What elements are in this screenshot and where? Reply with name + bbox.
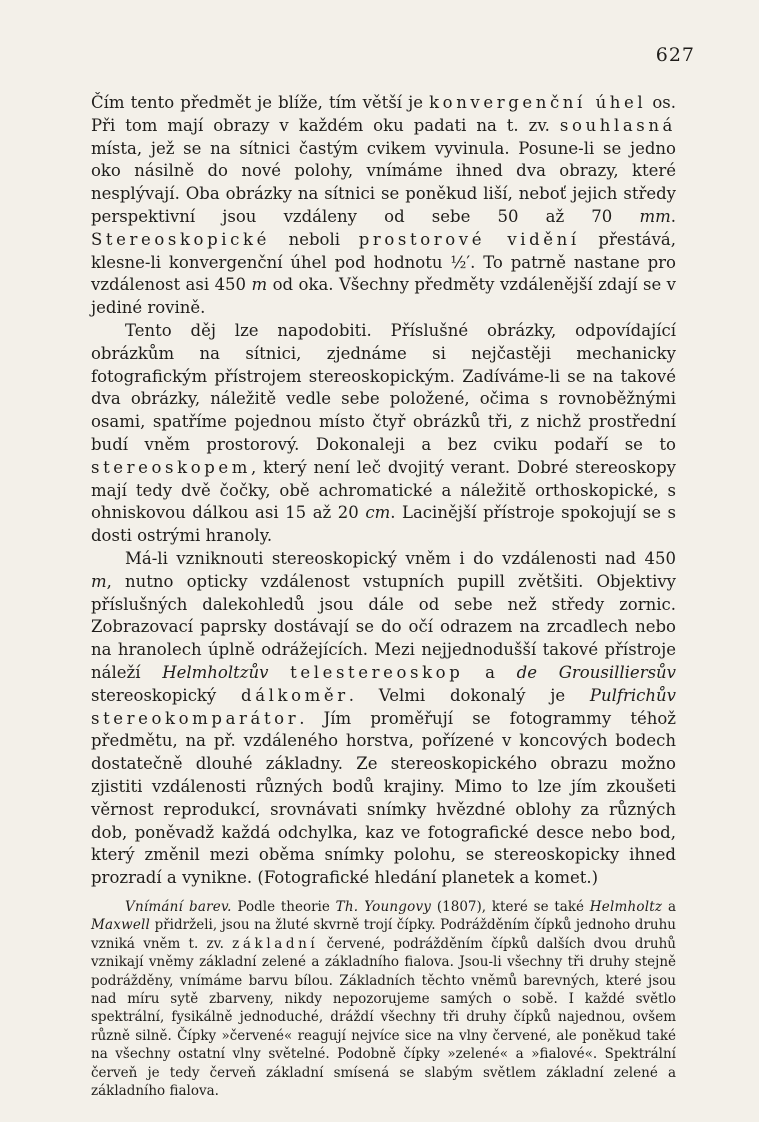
unit-mm: mm xyxy=(639,206,671,226)
paragraph-binocular-vision: Čím tento předmět je blíže, tím větší je konvergenční úhel os. Při tom mají obrazy v každém oku padati na t. zv. souhlasná místa, jež se na sítnici častým cvikem vyvinula. Posune-li se jedno oko násilně do nové polohy, vnímáme ihned dva obrazy, které nesplývají. Oba obrázky na sítnici se poněkud liší, neboť jejich středy perspektivní jsou vzdáleny od sebe 50 až 70 mm. Stereoskopické neboli prostorové vidění přestává, klesne-li konvergenční úhel pod hodnotu ½′. To patrně nastane pro vzdálenost asi 450 m od oka. Všechny předměty vzdálenější zdají se v jediné rovině. xyxy=(91,93,676,318)
term-corresponding: souhlasná xyxy=(559,115,676,135)
paragraph-stereoscope: Tento děj lze napodobiti. Příslušné obrázky, odpovídající obrázkům na sítnici, zjednáme si nejčastěji mechanicky fotografickým přístrojem stereoskopickým. Zadíváme-li se na takové dva obrázky, náležitě vedle sebe položené, očima s rovnoběžnými osami, spatříme pojednou místo čtyř obrázků tři, z nichž prostřední budí vněm prostorový. Dokonaleji a bez cviku podaří se to stereoskopem, který není leč dvojitý verant. Dobré stereoskopy mají tedy dvě čočky, obě achromatické a náležitě orthoskopické, s ohniskovou dálkou asi 15 až 20 cm. Lacinější přístroje spokojují se s dosti ostrými hranoly. xyxy=(91,320,676,546)
name-maxwell: Maxwell xyxy=(91,917,151,934)
term-stereoscopic: Stereoskopické xyxy=(91,229,270,249)
term-spatial-vision: prostorové vidění xyxy=(358,229,580,249)
term-stereocomparator: stereokomparátor xyxy=(91,708,300,728)
unit-m: m xyxy=(91,571,107,591)
unit-m: m xyxy=(251,275,268,295)
page-number: 627 xyxy=(655,44,695,66)
section-heading: Vnímání barev. xyxy=(125,898,232,915)
name-helmholtz-2: Helmholtz xyxy=(589,898,663,915)
term-basic: základní xyxy=(232,935,319,952)
term-rangefinder: dálkoměr xyxy=(241,685,349,705)
term-telestereoscope: telestereoskop xyxy=(290,662,464,682)
name-helmholtz: Helmholtzův xyxy=(162,662,269,682)
unit-cm: cm xyxy=(365,503,391,523)
term-stereoscope: stereoskopem xyxy=(91,457,252,477)
name-young: Th. Youngovy xyxy=(335,898,432,915)
text-column xyxy=(91,92,676,1100)
paragraph-color-perception: Vnímání barev. Podle theorie Th. Youngovy (1807), které se také Helmholtz a Maxwell přidrželi, jsou na žluté skvrně trojí čípky. Podrážděním čípků jednoho druhu vzniká vněm t. zv. základní červené, podrážděním čípků dalších dvou druhů vznikají vněmy základní zelené a základního fialova. Jsou-li všechny tři druhy stejně podrážděny, vnímáme barvu bílou. Základních těchto vněmů barevných, které jsou nad míru sytě zbarveny, nikdy nepozorujeme samých o sobě. I každé světlo spektrální, fysikálně jednoduché, dráždí všechny tři druhy čípků najednou, ovšem různě silně. Čípky »červené« reagují nejvíce sice na vlny červené, ale poněkud také na všechny ostatní vlny světelné. Podobně čípky »zelené« a »fialové«. Spektrální červeň je tedy červeň základní smísená se slabým světlem základní zelené a základního fialova. xyxy=(91,898,676,1099)
term-convergence-angle: konvergenční úhel xyxy=(429,93,647,112)
paragraph-rangefinders: Má-li vzniknouti stereoskopický vněm i do vzdálenosti nad 450 m, nutno opticky vzdálenost vstupních pupill zvětšiti. Objektivy příslušných dalekohledů jsou dále od sebe než středy zornic. Zobrazovací paprsky dostávají se do očí odrazem na zrcadlech nebo na hranolech úplně odrážejících. Mezi nejjednodušší takové přístroje náleží Helmholtzův telestereoskop a de Grousilliersův stereoskopický dálkoměr. Velmi dokonalý je Pulfrichův stereokomparátor. Jím proměřují se fotogrammy téhož předmětu, na př. vzdáleného horstva, pořízené v koncových bodech dostatečně dlouhé základny. Ze stereoskopického obrazu možno zjistiti vzdálenosti různých bodů krajiny. Mimo to lze jím zkoušeti věrnost reprodukcí, srovnávati snímky hvězdné oblohy za různých dob, poněvadž každá odchylka, kaz ve fotografické desce nebo bod, který změnil mezi oběma snímky polohu, se stereoskopicky ihned prozradí a vynikne. (Fotografické hledání planetek a komet.) xyxy=(91,548,676,888)
name-grousillier: de Grousilliersův xyxy=(516,662,676,682)
name-pulfrich: Pulfrichův xyxy=(589,685,676,705)
